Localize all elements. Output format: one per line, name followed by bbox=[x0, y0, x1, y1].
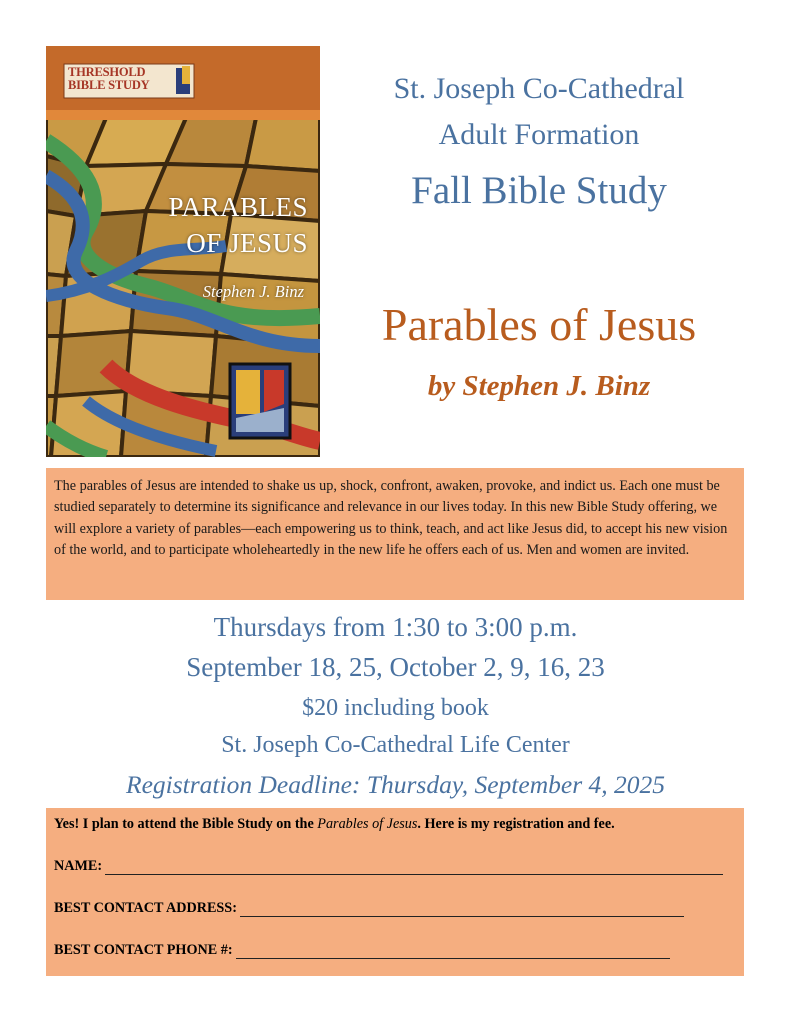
address-line[interactable] bbox=[240, 904, 684, 917]
cover-title-line-2: OF JESUS bbox=[186, 228, 308, 258]
formation-heading: Adult Formation bbox=[438, 118, 640, 151]
description-box bbox=[46, 468, 744, 600]
phone-line[interactable] bbox=[236, 946, 670, 959]
cover-author: Stephen J. Binz bbox=[202, 282, 304, 301]
name-line[interactable] bbox=[105, 862, 723, 875]
registration-intro bbox=[54, 816, 736, 833]
intro-book-title: Parables of Jesus bbox=[317, 816, 418, 832]
intro-before: Yes! I plan to attend the Bible Study on the bbox=[54, 816, 318, 832]
page-title: Parables of Jesus bbox=[381, 299, 697, 350]
phone-field[interactable] bbox=[54, 942, 670, 959]
name-label: NAME: bbox=[54, 858, 103, 874]
cover-title-line-1: PARABLES bbox=[168, 192, 308, 222]
series-line-2: BIBLE STUDY bbox=[68, 78, 150, 92]
author-line: by Stephen J. Binz bbox=[427, 370, 651, 402]
meeting-times: Thursdays from 1:30 to 3:00 p.m. bbox=[213, 612, 578, 642]
name-field[interactable] bbox=[54, 858, 723, 875]
book-cover-image bbox=[46, 46, 320, 457]
study-heading: Fall Bible Study bbox=[411, 169, 667, 212]
phone-label: BEST CONTACT PHONE #: bbox=[54, 942, 233, 958]
registration-form bbox=[46, 808, 744, 976]
series-logo bbox=[68, 66, 150, 92]
meeting-dates: September 18, 25, October 2, 9, 16, 23 bbox=[186, 652, 605, 682]
parish-name: St. Joseph Co-Cathedral bbox=[393, 72, 685, 105]
registration-deadline: Registration Deadline: Thursday, September 4, 2025 bbox=[126, 770, 665, 799]
series-line-1: THRESHOLD bbox=[68, 65, 146, 79]
price: $20 including book bbox=[302, 695, 489, 721]
description-text: The parables of Jesus are intended to shake us up, shock, confront, awaken, provoke, and indict us. Each one must be studied separately to determine its significance and relevance in our lives today. In this new Bible Study offering, we will explore a variety of parables—each empowering us to think, teach, and act like Jesus did, to accept his new vision of the world, and to participate wholeheartedly in the new life he offers each of us. Men and women are invited. bbox=[54, 478, 728, 558]
address-label: BEST CONTACT ADDRESS: bbox=[54, 900, 237, 916]
address-field[interactable] bbox=[54, 900, 684, 917]
location: St. Joseph Co-Cathedral Life Center bbox=[221, 732, 570, 758]
intro-after: . Here is my registration and fee. bbox=[417, 816, 615, 832]
